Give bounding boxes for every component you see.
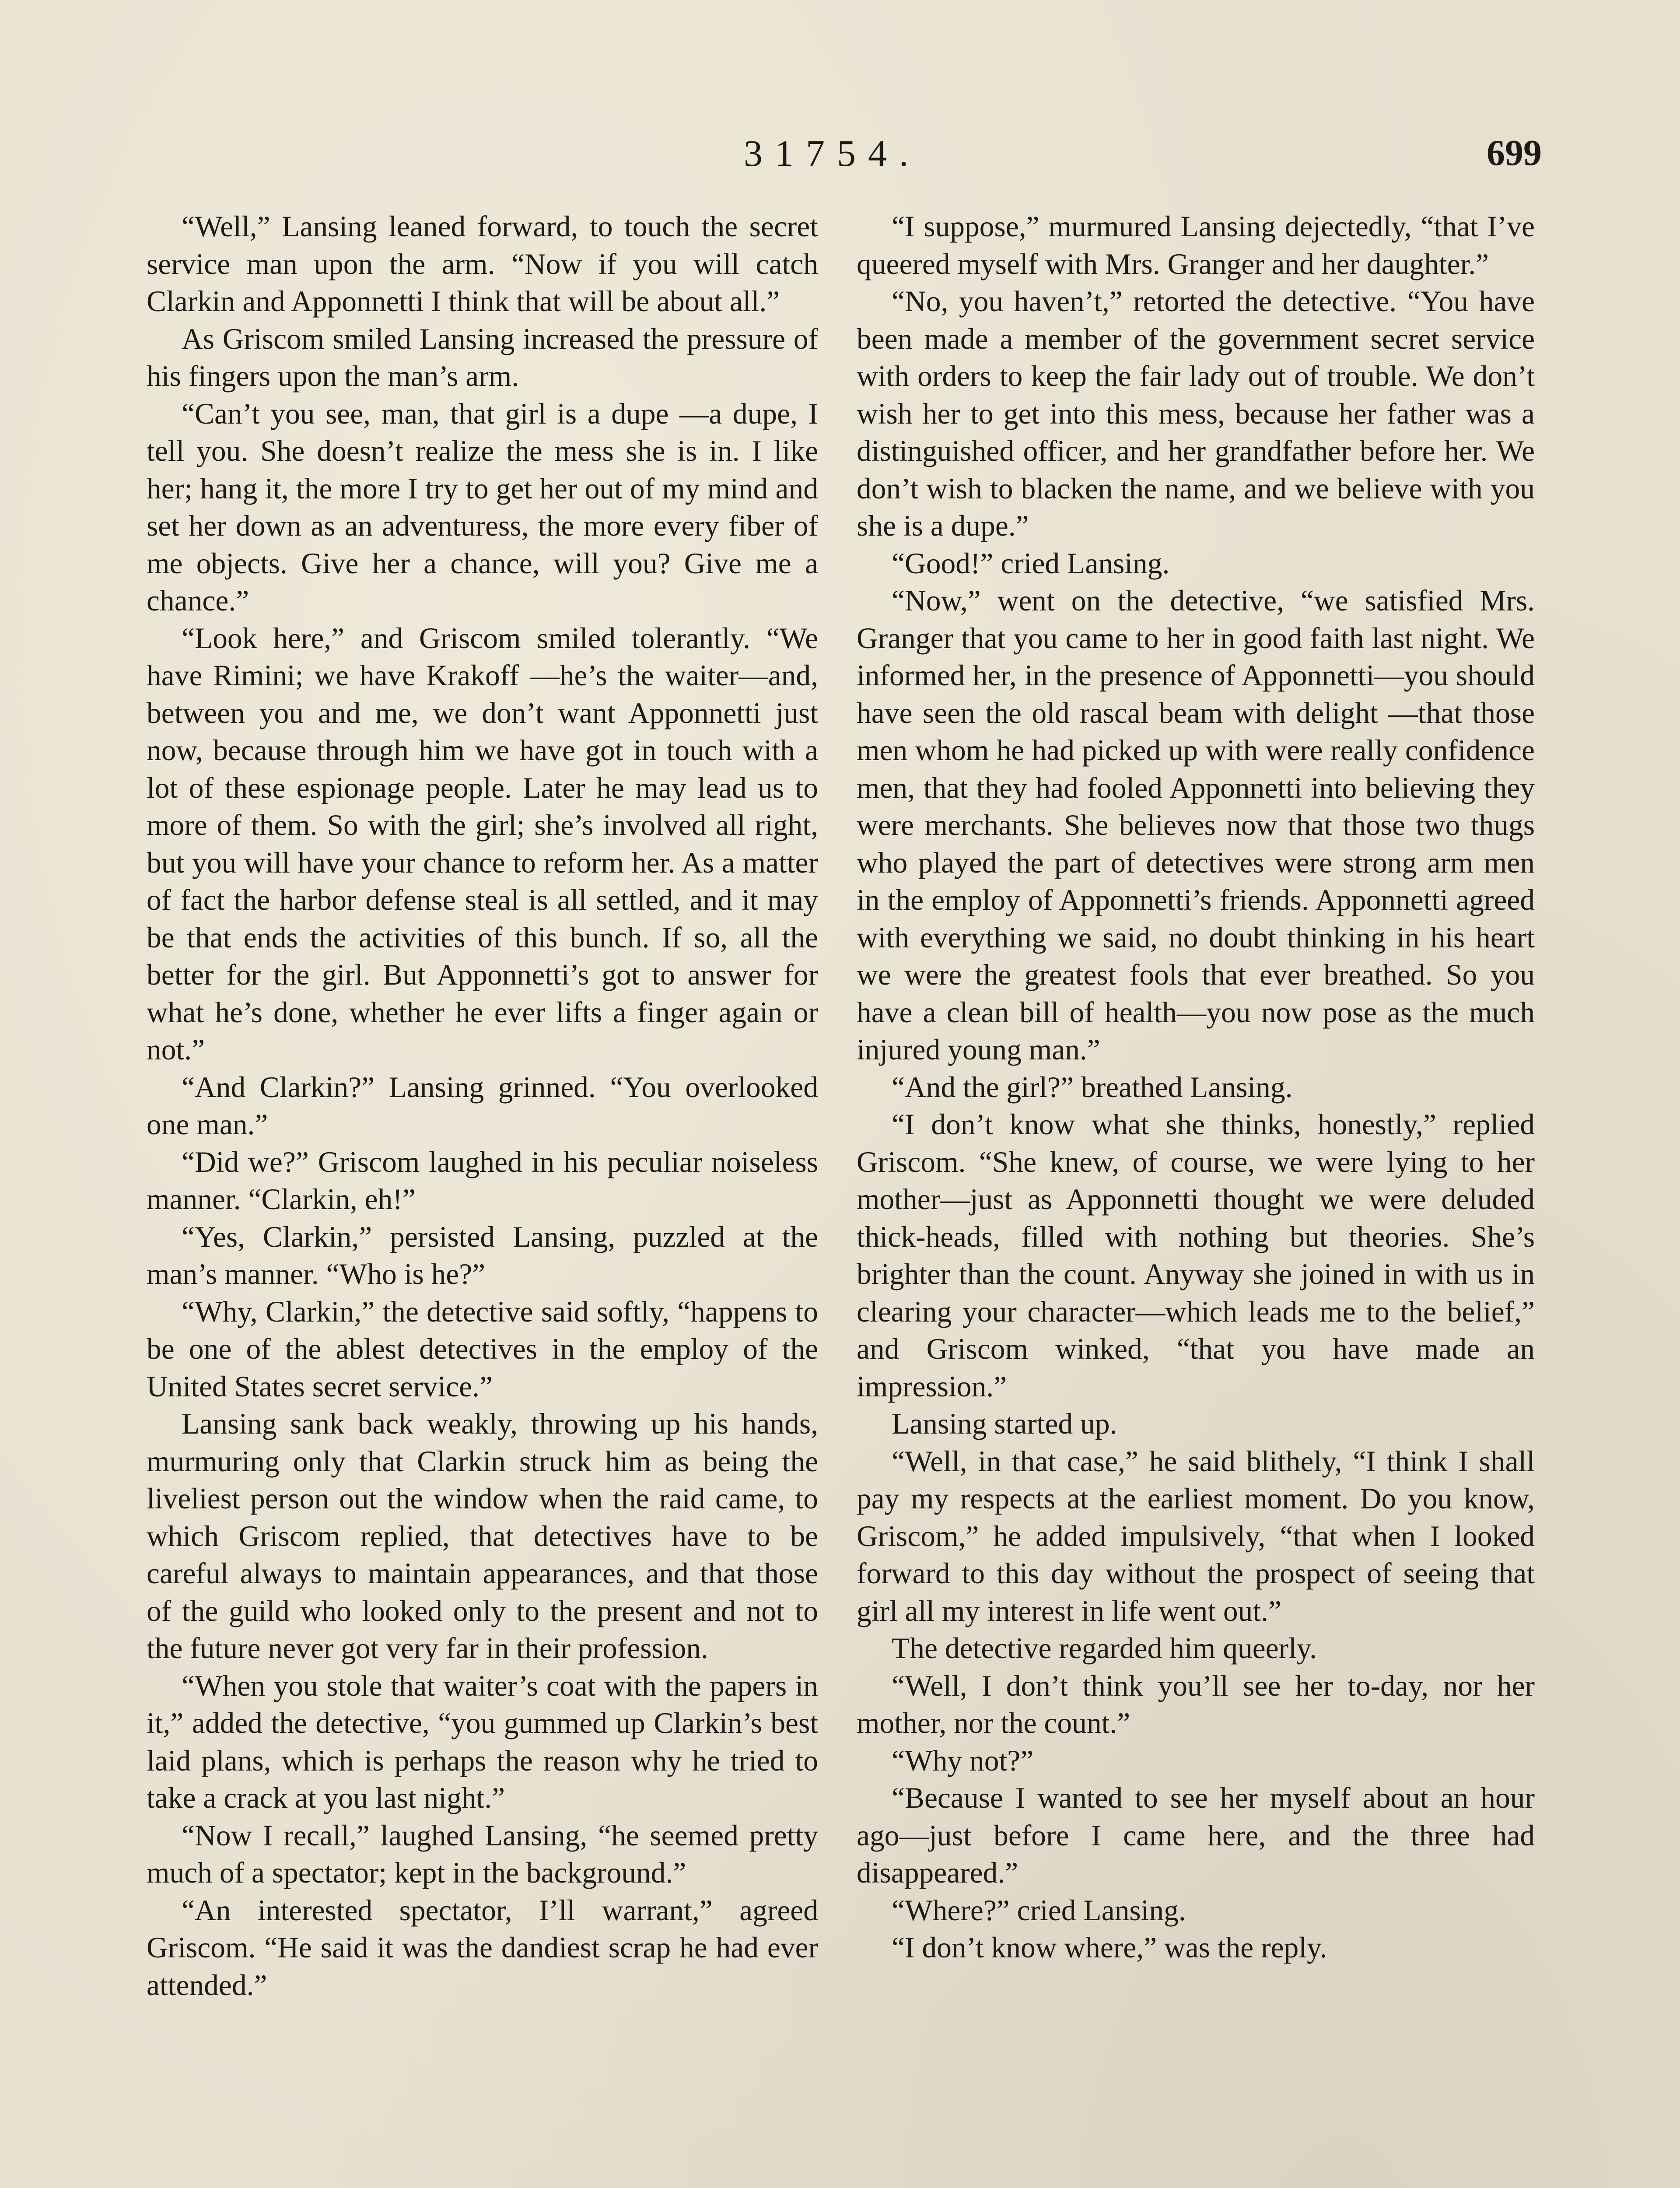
- paragraph: “No, you haven’t,” retorted the detective. “You have been made a member of the government secret service with orders to keep the fair lady out of trouble. We don’t wish her to get into this mess, because her father was a distinguished officer, and her grandfather before her. We don’t wish to blacken the name, and we believe with you she is a dupe.”: [857, 285, 1535, 542]
- paragraph: As Griscom smiled Lansing increased the pressure of his fingers upon the man’s arm.: [147, 322, 818, 393]
- paragraph: “Well, in that case,” he said blithely, “I think I shall pay my respects at the earliest moment. Do you know, Griscom,” he added impulsively, “that when I looked forward to this day without the prospect of seeing that girl all my interest in life went out.”: [857, 1445, 1535, 1627]
- paragraph: “And Clarkin?” Lansing grinned. “You overlooked one man.”: [147, 1070, 818, 1141]
- paragraph: “An interested spectator, I’ll warrant,” agreed Griscom. “He said it was the dandiest scrap he had ever attended.”: [147, 1893, 818, 2002]
- paragraph: “Now,” went on the detective, “we satisfied Mrs. Granger that you came to her in good faith last night. We informed her, in the presence of Apponnetti—you should have seen the old rascal beam with delight —that those men whom he had picked up with were really confidence men, that they had fooled Apponnetti into believing they were merchants. She believes now that those two thugs who played the part of detectives were strong arm men in the employ of Apponnetti’s friends. Apponnetti agreed with everything we said, no doubt thinking in his heart we were the greatest fools that ever breathed. So you have a clean bill of health—you now pose as the much injured young man.”: [857, 584, 1535, 1066]
- paragraph: “Why not?”: [892, 1744, 1034, 1777]
- paragraph: “Now I recall,” laughed Lansing, “he seemed pretty much of a spectator; kept in the background.”: [147, 1819, 818, 1889]
- paragraph: “Yes, Clarkin,” persisted Lansing, puzzled at the man’s manner. “Who is he?”: [147, 1220, 818, 1290]
- left-column: [147, 208, 818, 2004]
- paragraph: “Well, I don’t think you’ll see her to-day, nor her mother, nor the count.”: [857, 1669, 1535, 1739]
- paragraph: “Because I wanted to see her myself about an hour ago—just before I came here, and the three had disappeared.”: [857, 1781, 1535, 1889]
- paragraph: “Look here,” and Griscom smiled tolerantly. “We have Rimini; we have Krakoff —he’s the waiter—and, between you and me, we don’t want Apponnetti just now, because through him we have got in touch with a lot of these espionage people. Later he may lead us to more of them. So with the girl; she’s involved all right, but you will have your chance to reform her. As a matter of fact the harbor defense steal is all settled, and it may be that ends the activities of this bunch. If so, all the better for the girl. But Apponnetti’s got to answer for what he’s done, whether he ever lifts a finger again or not.”: [147, 621, 818, 1066]
- right-column: [857, 208, 1535, 1967]
- paragraph: Lansing started up.: [892, 1407, 1117, 1440]
- paragraph: “And the girl?” breathed Lansing.: [892, 1070, 1293, 1104]
- paragraph: The detective regarded him queerly.: [892, 1632, 1317, 1665]
- paragraph: “Where?” cried Lansing.: [892, 1893, 1186, 1927]
- paragraph: “I don’t know where,” was the reply.: [892, 1931, 1327, 1964]
- page-number: 699: [1487, 133, 1542, 173]
- paragraph: “Well,” Lansing leaned forward, to touch the secret service man upon the arm. “Now if you will catch Clarkin and Apponnetti I think that will be about all.”: [147, 210, 818, 318]
- paragraph: “Good!” cried Lansing.: [892, 547, 1170, 580]
- paragraph: “I don’t know what she thinks, honestly,” replied Griscom. “She knew, of course, we were lying to her mother—just as Apponnetti thought we were deluded thick-heads, filled with nothing but theories. She’s brighter than the count. Anyway she joined in with us in clearing your character—which leads me to the belief,” and Griscom winked, “that you have made an impression.”: [857, 1108, 1535, 1403]
- paragraph: “I suppose,” murmured Lansing dejectedly, “that I’ve queered myself with Mrs. Granger and her daughter.”: [857, 210, 1535, 281]
- issue-code: 31754.: [744, 132, 921, 174]
- paragraph: “Can’t you see, man, that girl is a dupe —a dupe, I tell you. She doesn’t realize the mess she is in. I like her; hang it, the more I try to get her out of my mind and set her down as an adventuress, the more every fiber of me objects. Give her a chance, will you? Give me a chance.”: [147, 397, 818, 617]
- page-header: [0, 127, 1680, 188]
- paragraph: “When you stole that waiter’s coat with the papers in it,” added the detective, “you gummed up Clarkin’s best laid plans, which is perhaps the reason why he tried to take a crack at you last night.”: [147, 1669, 818, 1814]
- paragraph: “Did we?” Griscom laughed in his peculiar noiseless manner. “Clarkin, eh!”: [147, 1145, 818, 1216]
- paragraph: “Why, Clarkin,” the detective said softly, “happens to be one of the ablest detectives in the employ of the United States secret service.”: [147, 1295, 818, 1403]
- paragraph: Lansing sank back weakly, throwing up his hands, murmuring only that Clarkin struck him as being the liveliest person out the window when the raid came, to which Griscom replied, that detectives have to be careful always to maintain appearances, and that those of the guild who looked only to the present and not to the future never got very far in their profession.: [147, 1407, 818, 1665]
